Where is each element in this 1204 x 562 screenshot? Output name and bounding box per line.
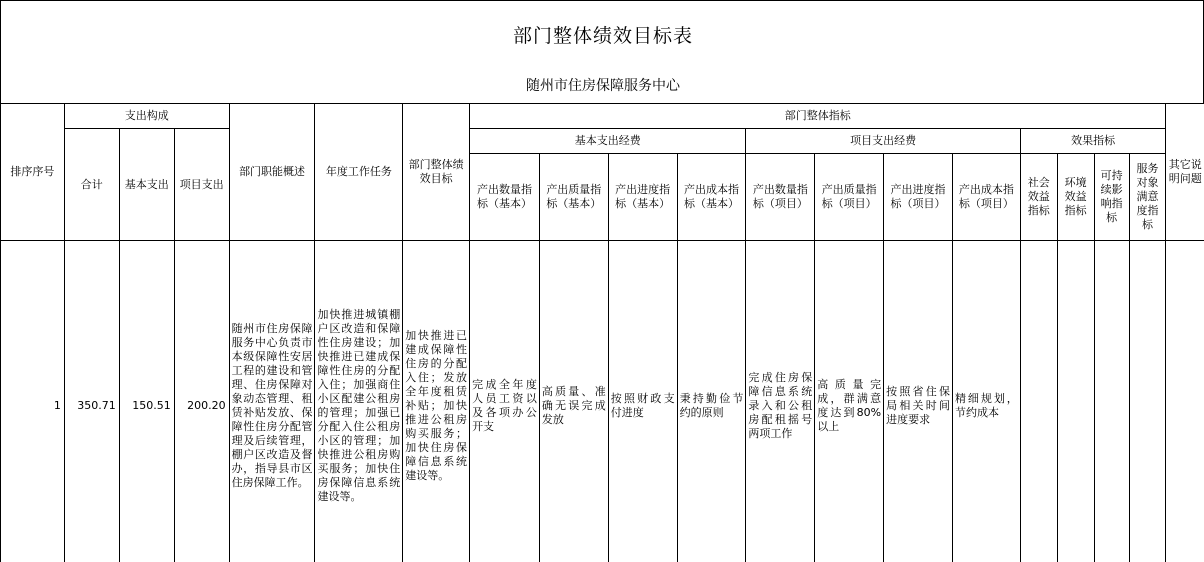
row-duty: 随州市住房保障服务中心负责市本级保障性安居工程的建设和管理、住房保障对象动态管理、租赁补贴发放、保障性住房分配管理及后续管理，棚户区改造及督办，指导县市区住房保障工作。 <box>229 241 315 562</box>
row-p-qty: 完成住房保障信息系统录入和公租房配租摇号两项工作 <box>746 241 815 562</box>
header-social: 社会效益指标 <box>1020 154 1057 241</box>
row-basic: 150.51 <box>119 241 174 562</box>
title-area <box>0 0 1204 104</box>
row-b-progress: 按照财政支付进度 <box>608 241 677 562</box>
row-annual-task: 加快推进城镇棚户区改造和保障性住房建设；加快推进已建成保障性住房的分配入住；加强商住小区配建公租房的管理；加强已分配入住公租房小区的管理；加快推进公租房购买服务；加快住房保障信息系统建设等。 <box>315 241 403 562</box>
header-basic: 基本支出 <box>119 129 174 241</box>
header-p-qty: 产出数量指标（项目） <box>746 154 815 241</box>
row-total: 350.71 <box>64 241 119 562</box>
row-project: 200.20 <box>174 241 229 562</box>
header-p-cost: 产出成本指标（项目） <box>952 154 1020 241</box>
header-other: 其它说明问题 <box>1166 104 1204 241</box>
row-seq: 1 <box>1 241 65 562</box>
header-duty: 部门职能概述 <box>229 104 315 241</box>
header-seq: 排序序号 <box>1 104 65 241</box>
page-title: 部门整体绩效目标表 <box>512 25 693 47</box>
header-project-group: 项目支出经费 <box>746 129 1020 154</box>
row-satisfaction <box>1129 241 1166 562</box>
header-sustain: 可持续影响指标 <box>1094 154 1129 241</box>
header-effect-group: 效果指标 <box>1020 129 1166 154</box>
header-dept-goal: 部门整体绩效目标 <box>403 104 470 241</box>
header-b-cost: 产出成本指标（基本） <box>677 154 746 241</box>
header-basic-group: 基本支出经费 <box>470 129 746 154</box>
row-b-qty: 完成全年度人员工资以及各项办公开支 <box>470 241 540 562</box>
row-other <box>1166 241 1204 562</box>
header-b-quality: 产出质量指标（基本） <box>539 154 608 241</box>
header-expense-group: 支出构成 <box>64 104 229 129</box>
header-satisfaction: 服务对象满意度指标 <box>1129 154 1166 241</box>
performance-table <box>0 103 1204 562</box>
header-env: 环境效益指标 <box>1057 154 1094 241</box>
row-social <box>1020 241 1057 562</box>
row-b-quality: 高质量、准确无误完成发放 <box>539 241 608 562</box>
row-b-cost: 秉持勤俭节约的原则 <box>677 241 746 562</box>
row-dept-goal: 加快推进已建成保障性住房的分配入住；发放全年度租赁补贴；加快推进公租房购买服务；加快住房保障信息系统建设等。 <box>403 241 470 562</box>
row-p-quality: 高质量完成，群满意度达到80%以上 <box>815 241 884 562</box>
header-annual-task: 年度工作任务 <box>315 104 403 241</box>
header-p-quality: 产出质量指标（项目） <box>815 154 884 241</box>
header-b-qty: 产出数量指标（基本） <box>470 154 540 241</box>
header-indicator-group: 部门整体指标 <box>470 104 1166 129</box>
unit-name: 随州市住房保障服务中心 <box>526 78 680 94</box>
row-p-progress: 按照省住保局相关时间进度要求 <box>884 241 953 562</box>
row-sustain <box>1094 241 1129 562</box>
row-env <box>1057 241 1094 562</box>
header-b-progress: 产出进度指标（基本） <box>608 154 677 241</box>
header-total: 合计 <box>64 129 119 241</box>
header-project: 项目支出 <box>174 129 229 241</box>
row-p-cost: 精细规划，节约成本 <box>952 241 1020 562</box>
header-p-progress: 产出进度指标（项目） <box>884 154 953 241</box>
